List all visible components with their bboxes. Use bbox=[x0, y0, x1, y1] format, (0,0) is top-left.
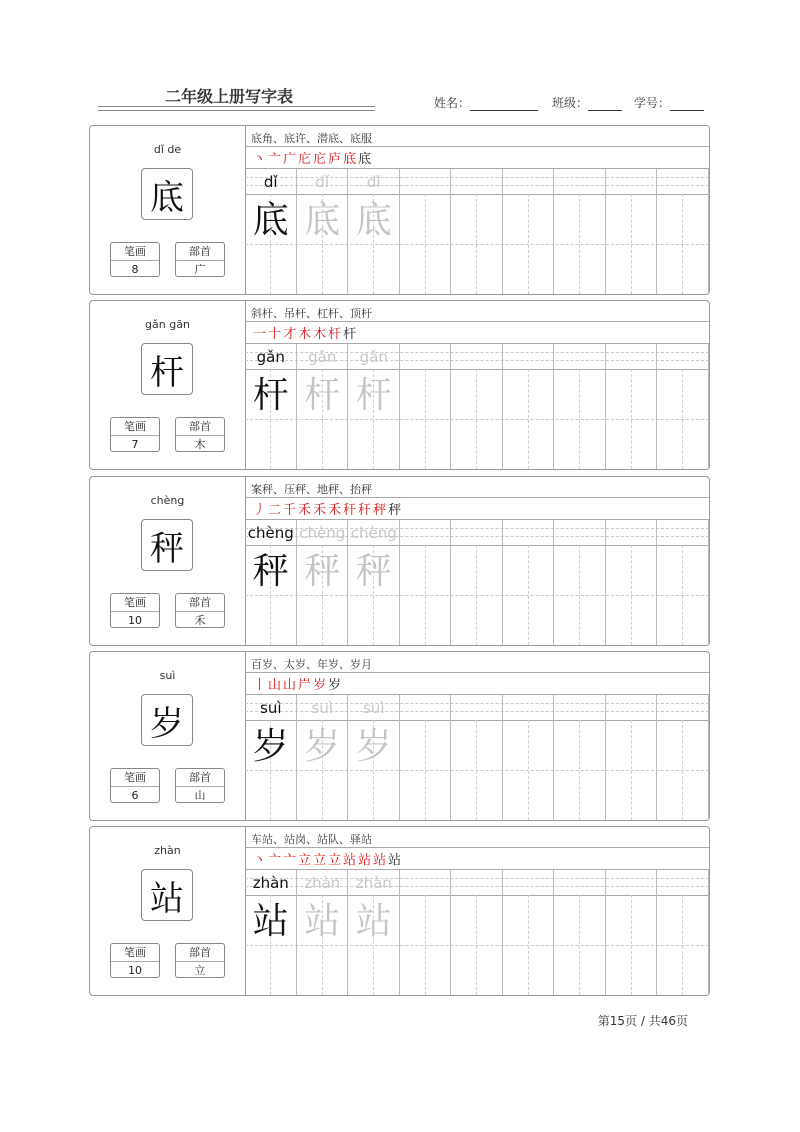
practice-cell[interactable] bbox=[503, 520, 555, 645]
radical-value: 木 bbox=[194, 438, 206, 451]
character-card bbox=[89, 125, 710, 295]
guide-line bbox=[579, 545, 580, 645]
stroke-count-box bbox=[110, 417, 160, 452]
char-display: 站 bbox=[141, 869, 193, 921]
stroke-step: 庀 bbox=[298, 152, 313, 167]
practice-panel bbox=[245, 827, 709, 995]
cell-char: 秤 bbox=[355, 551, 392, 592]
cell-pinyin: dǐ bbox=[263, 173, 278, 191]
cell-pinyin: suì bbox=[311, 699, 333, 717]
guide-line bbox=[631, 545, 632, 645]
practice-cell[interactable] bbox=[400, 695, 452, 820]
stroke-order bbox=[253, 323, 358, 342]
guide-line bbox=[579, 369, 580, 469]
practice-panel bbox=[245, 126, 709, 294]
stroke-step: 立 bbox=[298, 853, 313, 868]
radical-box bbox=[175, 593, 225, 628]
practice-grid bbox=[245, 695, 709, 820]
stroke-step: 木 bbox=[313, 327, 328, 342]
stroke-step: 秤 bbox=[388, 503, 403, 518]
char-display: 秤 bbox=[141, 519, 193, 571]
cell-char: 站 bbox=[355, 901, 392, 942]
char-info-panel bbox=[90, 652, 246, 820]
example-words: 底角、底许、潜底、底服 bbox=[251, 132, 372, 145]
example-words: 案秤、压秤、地秤、抬秤 bbox=[251, 483, 372, 496]
stroke-count-box bbox=[110, 768, 160, 803]
stroke-step: 站 bbox=[343, 853, 358, 868]
stroke-step: 站 bbox=[373, 853, 388, 868]
practice-cell[interactable] bbox=[554, 169, 606, 294]
stroke-count-value: 10 bbox=[128, 614, 142, 627]
practice-cell[interactable] bbox=[606, 344, 658, 469]
practice-panel bbox=[245, 477, 709, 645]
character-card bbox=[89, 476, 710, 646]
cell-char: 站 bbox=[304, 901, 341, 942]
stroke-order bbox=[253, 499, 403, 518]
radical-box bbox=[175, 943, 225, 978]
stroke-step: 十 bbox=[268, 327, 283, 342]
stroke-count-label: 笔画 bbox=[111, 594, 159, 612]
cell-pinyin: suì bbox=[363, 699, 385, 717]
char-pinyin: gǎn gān bbox=[145, 318, 190, 331]
char-pinyin: zhàn bbox=[154, 844, 181, 857]
practice-cell[interactable] bbox=[400, 169, 452, 294]
cell-pinyin: zhàn bbox=[355, 874, 392, 892]
char-display: 杆 bbox=[141, 343, 193, 395]
class-field[interactable] bbox=[552, 94, 622, 111]
practice-cell[interactable] bbox=[503, 695, 555, 820]
stroke-step: 杆 bbox=[343, 327, 358, 342]
stroke-count-box bbox=[110, 943, 160, 978]
practice-cell[interactable] bbox=[606, 870, 658, 995]
radical-label: 部首 bbox=[176, 418, 224, 436]
radical-box bbox=[175, 768, 225, 803]
cell-pinyin: chèng bbox=[299, 524, 346, 542]
stroke-step: 底 bbox=[343, 152, 358, 167]
stroke-step: 山 bbox=[268, 678, 283, 693]
stroke-step: 岁 bbox=[313, 678, 328, 693]
title-underline bbox=[98, 106, 375, 107]
divider bbox=[245, 321, 709, 322]
char-display: 底 bbox=[141, 168, 193, 220]
cell-pinyin: chèng bbox=[350, 524, 397, 542]
stroke-step: 底 bbox=[358, 152, 373, 167]
guide-line bbox=[476, 545, 477, 645]
stroke-step: 杆 bbox=[328, 327, 343, 342]
stroke-step: 亠 bbox=[268, 152, 283, 167]
practice-cell[interactable] bbox=[451, 344, 503, 469]
divider bbox=[245, 497, 709, 498]
guide-line bbox=[425, 895, 426, 995]
stroke-step: 禾 bbox=[313, 503, 328, 518]
cell-char: 杆 bbox=[355, 375, 392, 416]
practice-grid bbox=[245, 169, 709, 294]
cell-pinyin: zhàn bbox=[252, 874, 289, 892]
radical-value: 禾 bbox=[194, 614, 206, 627]
example-words: 车站、站岗、站队、驿站 bbox=[251, 833, 372, 846]
id-blank[interactable] bbox=[670, 98, 704, 111]
practice-grid bbox=[245, 520, 709, 645]
guide-line bbox=[631, 369, 632, 469]
cell-char: 底 bbox=[304, 200, 341, 241]
stroke-step: 屵 bbox=[298, 678, 313, 693]
guide-line bbox=[425, 720, 426, 820]
guide-line bbox=[682, 194, 683, 294]
radical-label: 部首 bbox=[176, 243, 224, 261]
stroke-count-label: 笔画 bbox=[111, 944, 159, 962]
stroke-count-box bbox=[110, 242, 160, 277]
cell-pinyin: gǎn bbox=[256, 348, 285, 366]
guide-line bbox=[579, 720, 580, 820]
cell-char: 底 bbox=[252, 200, 289, 241]
cell-pinyin: gǎn bbox=[308, 348, 337, 366]
guide-line bbox=[425, 369, 426, 469]
divider bbox=[245, 146, 709, 147]
practice-cell[interactable] bbox=[657, 169, 709, 294]
stroke-count-value: 8 bbox=[131, 263, 139, 276]
stroke-step: 秆 bbox=[358, 503, 373, 518]
stroke-order bbox=[253, 674, 343, 693]
practice-cell[interactable] bbox=[554, 870, 606, 995]
guide-line bbox=[682, 369, 683, 469]
guide-line bbox=[631, 720, 632, 820]
stroke-count-label: 笔画 bbox=[111, 769, 159, 787]
guide-line bbox=[682, 720, 683, 820]
stroke-step: 立 bbox=[328, 853, 343, 868]
stroke-count-label: 笔画 bbox=[111, 418, 159, 436]
cell-char: 底 bbox=[355, 200, 392, 241]
guide-line bbox=[682, 895, 683, 995]
stroke-step: 一 bbox=[253, 327, 268, 342]
guide-line bbox=[528, 545, 529, 645]
stroke-step: 禾 bbox=[298, 503, 313, 518]
char-info-panel bbox=[90, 477, 246, 645]
cell-char: 秤 bbox=[304, 551, 341, 592]
cell-char: 岁 bbox=[304, 726, 341, 767]
character-card bbox=[89, 826, 710, 996]
stroke-step: 山 bbox=[283, 678, 298, 693]
practice-grid bbox=[245, 344, 709, 469]
stroke-count-value: 6 bbox=[131, 789, 139, 802]
cell-pinyin: suì bbox=[260, 699, 282, 717]
stroke-step: 庀 bbox=[313, 152, 328, 167]
stroke-step: 亠 bbox=[283, 853, 298, 868]
stroke-step: 丿 bbox=[253, 503, 268, 518]
practice-cell[interactable] bbox=[554, 344, 606, 469]
class-blank[interactable] bbox=[588, 98, 622, 111]
guide-line bbox=[682, 545, 683, 645]
practice-grid bbox=[245, 870, 709, 995]
practice-panel bbox=[245, 652, 709, 820]
name-label: 姓名： bbox=[434, 96, 471, 110]
cell-char: 岁 bbox=[355, 726, 392, 767]
title-underline bbox=[98, 110, 375, 111]
practice-cell[interactable] bbox=[400, 344, 452, 469]
stroke-step: 木 bbox=[298, 327, 313, 342]
stroke-step: 亠 bbox=[268, 853, 283, 868]
practice-cell[interactable] bbox=[657, 520, 709, 645]
id-label: 学号： bbox=[634, 96, 671, 110]
radical-value: 立 bbox=[194, 964, 206, 977]
stroke-step: 丶 bbox=[253, 152, 268, 167]
practice-cell[interactable] bbox=[554, 520, 606, 645]
stroke-step: 广 bbox=[283, 152, 298, 167]
radical-value: 山 bbox=[194, 789, 206, 802]
practice-cell[interactable] bbox=[400, 870, 452, 995]
stroke-step: 才 bbox=[283, 327, 298, 342]
practice-cell[interactable] bbox=[606, 520, 658, 645]
stroke-step: 立 bbox=[313, 853, 328, 868]
stroke-step: 庐 bbox=[328, 152, 343, 167]
practice-cell[interactable] bbox=[503, 169, 555, 294]
char-pinyin: chèng bbox=[150, 494, 185, 507]
cell-char: 岁 bbox=[252, 726, 289, 767]
class-label: 班级： bbox=[552, 96, 589, 110]
stroke-step: 千 bbox=[283, 503, 298, 518]
guide-line bbox=[631, 194, 632, 294]
char-info-panel bbox=[90, 126, 246, 294]
practice-cell[interactable] bbox=[451, 870, 503, 995]
name-field[interactable] bbox=[434, 94, 538, 111]
guide-line bbox=[476, 369, 477, 469]
radical-box bbox=[175, 242, 225, 277]
practice-panel bbox=[245, 301, 709, 469]
radical-value: 广 bbox=[194, 263, 206, 276]
guide-line bbox=[425, 545, 426, 645]
practice-cell[interactable] bbox=[657, 870, 709, 995]
practice-cell[interactable] bbox=[606, 695, 658, 820]
stroke-step: 丶 bbox=[253, 853, 268, 868]
cell-char: 杆 bbox=[304, 375, 341, 416]
stroke-step: 秤 bbox=[373, 503, 388, 518]
guide-line bbox=[528, 720, 529, 820]
practice-cell[interactable] bbox=[400, 520, 452, 645]
char-pinyin: suì bbox=[159, 669, 176, 682]
stroke-count-label: 笔画 bbox=[111, 243, 159, 261]
stroke-step: 丨 bbox=[253, 678, 268, 693]
cell-pinyin: dǐ bbox=[366, 173, 381, 191]
stroke-step: 岁 bbox=[328, 678, 343, 693]
practice-cell[interactable] bbox=[606, 169, 658, 294]
cell-pinyin: chèng bbox=[247, 524, 294, 542]
practice-cell[interactable] bbox=[503, 870, 555, 995]
stroke-step: 二 bbox=[268, 503, 283, 518]
radical-label: 部首 bbox=[176, 594, 224, 612]
practice-cell[interactable] bbox=[451, 695, 503, 820]
stroke-count-value: 7 bbox=[131, 438, 139, 451]
stroke-count-box bbox=[110, 593, 160, 628]
guide-line bbox=[476, 720, 477, 820]
guide-line bbox=[631, 895, 632, 995]
divider bbox=[245, 672, 709, 673]
practice-cell[interactable] bbox=[503, 344, 555, 469]
guide-line bbox=[425, 194, 426, 294]
stroke-step: 站 bbox=[358, 853, 373, 868]
guide-line bbox=[528, 895, 529, 995]
stroke-step: 禾 bbox=[328, 503, 343, 518]
cell-char: 秤 bbox=[252, 551, 289, 592]
stroke-order bbox=[253, 148, 373, 167]
radical-box bbox=[175, 417, 225, 452]
radical-label: 部首 bbox=[176, 769, 224, 787]
stroke-order bbox=[253, 849, 403, 868]
char-display: 岁 bbox=[141, 694, 193, 746]
practice-cell[interactable] bbox=[657, 695, 709, 820]
radical-label: 部首 bbox=[176, 944, 224, 962]
guide-line bbox=[528, 369, 529, 469]
cell-pinyin: gǎn bbox=[359, 348, 388, 366]
guide-line bbox=[476, 194, 477, 294]
character-card bbox=[89, 300, 710, 470]
page-number: 第15页 / 共46页 bbox=[597, 1014, 688, 1028]
worksheet-title: 二年级上册写字表 bbox=[165, 87, 294, 106]
stroke-count-value: 10 bbox=[128, 964, 142, 977]
practice-cell[interactable] bbox=[554, 695, 606, 820]
example-words: 百岁、太岁、年岁、岁月 bbox=[251, 658, 372, 671]
guide-line bbox=[476, 895, 477, 995]
guide-line bbox=[579, 194, 580, 294]
example-words: 斜杆、吊杆、杠杆、顶杆 bbox=[251, 307, 372, 320]
practice-cell[interactable] bbox=[451, 520, 503, 645]
guide-line bbox=[579, 895, 580, 995]
char-info-panel bbox=[90, 827, 246, 995]
stroke-step: 站 bbox=[388, 853, 403, 868]
character-card bbox=[89, 651, 710, 821]
cell-pinyin: dǐ bbox=[315, 173, 330, 191]
id-field[interactable] bbox=[634, 94, 704, 111]
cell-pinyin: zhàn bbox=[304, 874, 341, 892]
guide-line bbox=[528, 194, 529, 294]
divider bbox=[245, 847, 709, 848]
cell-char: 杆 bbox=[252, 375, 289, 416]
name-blank[interactable] bbox=[470, 98, 538, 111]
char-pinyin: dǐ de bbox=[153, 143, 182, 156]
practice-cell[interactable] bbox=[657, 344, 709, 469]
practice-cell[interactable] bbox=[451, 169, 503, 294]
cell-char: 站 bbox=[252, 901, 289, 942]
char-info-panel bbox=[90, 301, 246, 469]
stroke-step: 秆 bbox=[343, 503, 358, 518]
